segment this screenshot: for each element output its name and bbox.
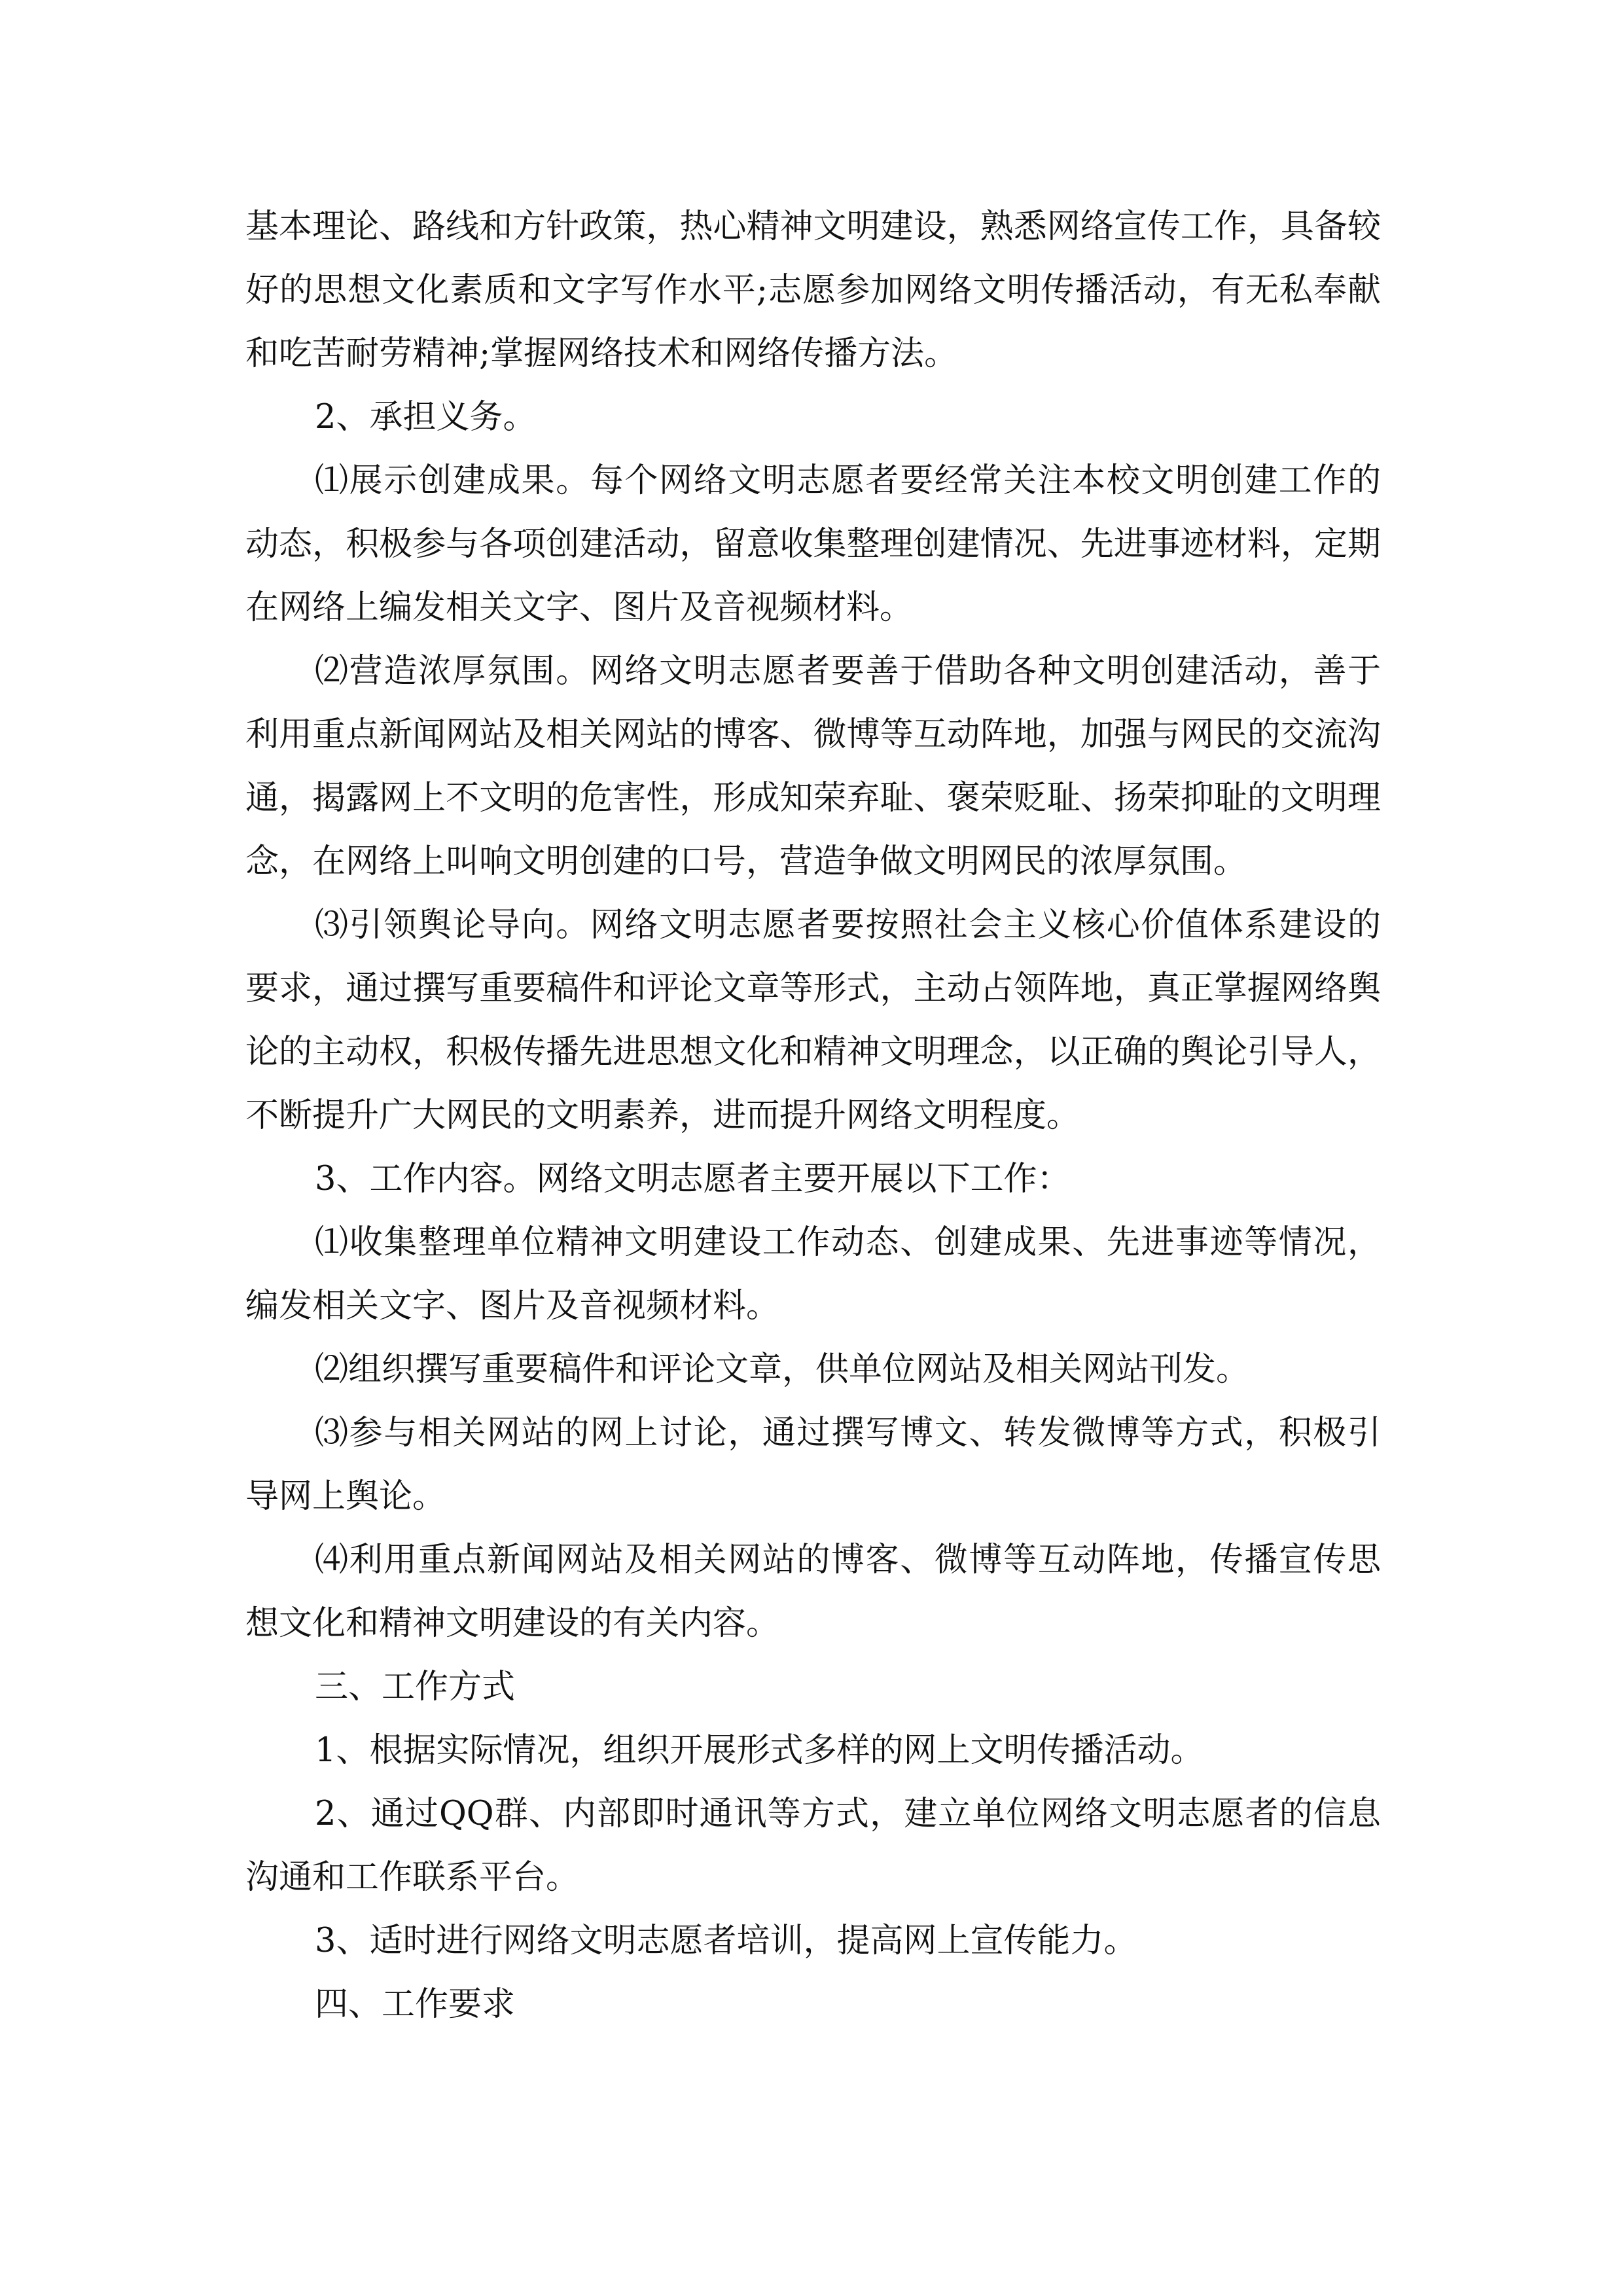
method-item-2: 2、通过QQ群、内部即时通讯等方式，建立单位网络文明志愿者的信息沟通和工作联系平台。 xyxy=(245,1795,1381,1897)
list-item-utilize: ⑷利用重点新闻网站及相关网站的博客、微博等互动阵地，传播宣传思想文化和精神文明建设的有关内容。 xyxy=(245,1541,1381,1643)
method-item-1: 1、根据实际情况，组织开展形式多样的网上文明传播活动。 xyxy=(315,1731,1204,1770)
paragraph-guide-opinion: ⑶引领舆论导向。网络文明志愿者要按照社会主义核心价值体系建设的要求，通过撰写重要稿件和评论文章等形式，主动占领阵地，真正掌握网络舆论的主动权，积极传播先进思想文化和精神文明理念，以正确的舆论引导人，不断提升广大网民的文明素养，进而提升网络文明程度。 xyxy=(245,906,1381,1135)
paragraph-create-atmosphere: ⑵营造浓厚氛围。网络文明志愿者要善于借助各种文明创建活动，善于利用重点新闻网站及相关网站的博客、微博等互动阵地，加强与网民的交流沟通，揭露网上不文明的危害性，形成知荣弃耻、褒荣贬耻、扬荣抑耻的文明理念，在网络上叫响文明创建的口号，营造争做文明网民的浓厚氛围。 xyxy=(245,652,1381,881)
section-heading-work-requirements: 四、工作要求 xyxy=(315,1985,516,2024)
paragraph-show-results: ⑴展示创建成果。每个网络文明志愿者要经常关注本校文明创建工作的动态，积极参与各项创建活动，留意收集整理创建情况、先进事迹材料，定期在网络上编发相关文字、图片及音视频材料。 xyxy=(245,461,1381,627)
paragraph-continuation: 基本理论、路线和方针政策，热心精神文明建设，熟悉网络宣传工作，具备较好的思想文化素质和文字写作水平;志愿参加网络文明传播活动，有无私奉献和吃苦耐劳精神;掌握网络技术和网络传播方法。 xyxy=(245,207,1381,373)
subheading-work-content: 3、工作内容。网络文明志愿者主要开展以下工作： xyxy=(315,1160,1071,1198)
list-item-collect: ⑴收集整理单位精神文明建设工作动态、创建成果、先进事迹等情况，编发相关文字、图片及音视频材料。 xyxy=(245,1223,1381,1325)
list-item-participate: ⑶参与相关网站的网上讨论，通过撰写博文、转发微博等方式，积极引导网上舆论。 xyxy=(245,1414,1381,1516)
list-item-organize: ⑵组织撰写重要稿件和评论文章，供单位网站及相关网站刊发。 xyxy=(315,1350,1250,1389)
document-body xyxy=(245,195,1381,2036)
section-heading-work-methods: 三、工作方式 xyxy=(315,1668,516,1706)
method-item-3: 3、适时进行网络文明志愿者培训，提高网上宣传能力。 xyxy=(315,1922,1137,1960)
subheading-obligations: 2、承担义务。 xyxy=(315,398,537,437)
